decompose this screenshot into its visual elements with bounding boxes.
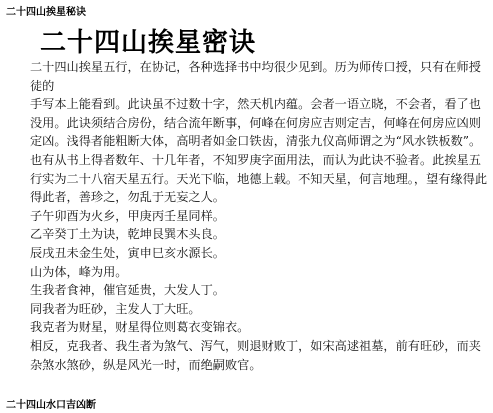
article-title: 二十四山挨星密诀 <box>40 28 257 58</box>
next-section-label: 二十四山水口吉凶断 <box>6 400 96 411</box>
paragraph-closing: 相反，克我者、我生者为煞气、泻气，则退财败丁，如宋高逑祖墓，前有旺砂，而夹杂煞水煞砂，纵是风光一时，而绝嗣败官。 <box>30 338 481 372</box>
rule-line: 辰戌丑未金生处，寅申巳亥水源长。 <box>30 245 225 260</box>
paragraph-main: 手写本上能看到。此诀虽不过数十字，然天机内蕴。会者一语立晓，不会者，看了也没用。此诀须结合房份，结合流年断事，何峰在何房应吉则定吉，何峰在何房应凶则定凶。浅得者能粗断大体，高明者如金口铁齿，清张九仪高师谓之为“风水铁板数”。也有从书上得者数年、十几年者，不知罗庚字面用法，而认为此诀不验者。此挨星五行实为二十八宿天星五行。天光下临，地德上载。不知天星，何言地理。，望有缘得此得此者，善珍之，勿乱于无妄之人。 <box>30 97 488 205</box>
rule-line: 我克者为财星，财星得位则葛衣变锦衣。 <box>30 320 250 335</box>
rule-line: 同我者为旺砂，主发人丁大旺。 <box>30 301 201 316</box>
rule-line: 生我者食神，催官延贵，大发人丁。 <box>30 283 225 298</box>
rule-line: 山为体，峰为用。 <box>30 264 128 279</box>
section-header-label: 二十四山挨星秘诀 <box>6 7 86 18</box>
paragraph-intro: 二十四山挨星五行，在协记，各种选择书中均很少见到。历为师传口授，只有在师授徒的 <box>30 60 481 93</box>
rule-line: 乙辛癸丁土为诀，乾坤艮巽木头良。 <box>30 227 225 242</box>
article-body <box>6 58 490 374</box>
rule-line: 子午卯酉为火乡，甲庚丙壬星同样。 <box>30 208 225 223</box>
